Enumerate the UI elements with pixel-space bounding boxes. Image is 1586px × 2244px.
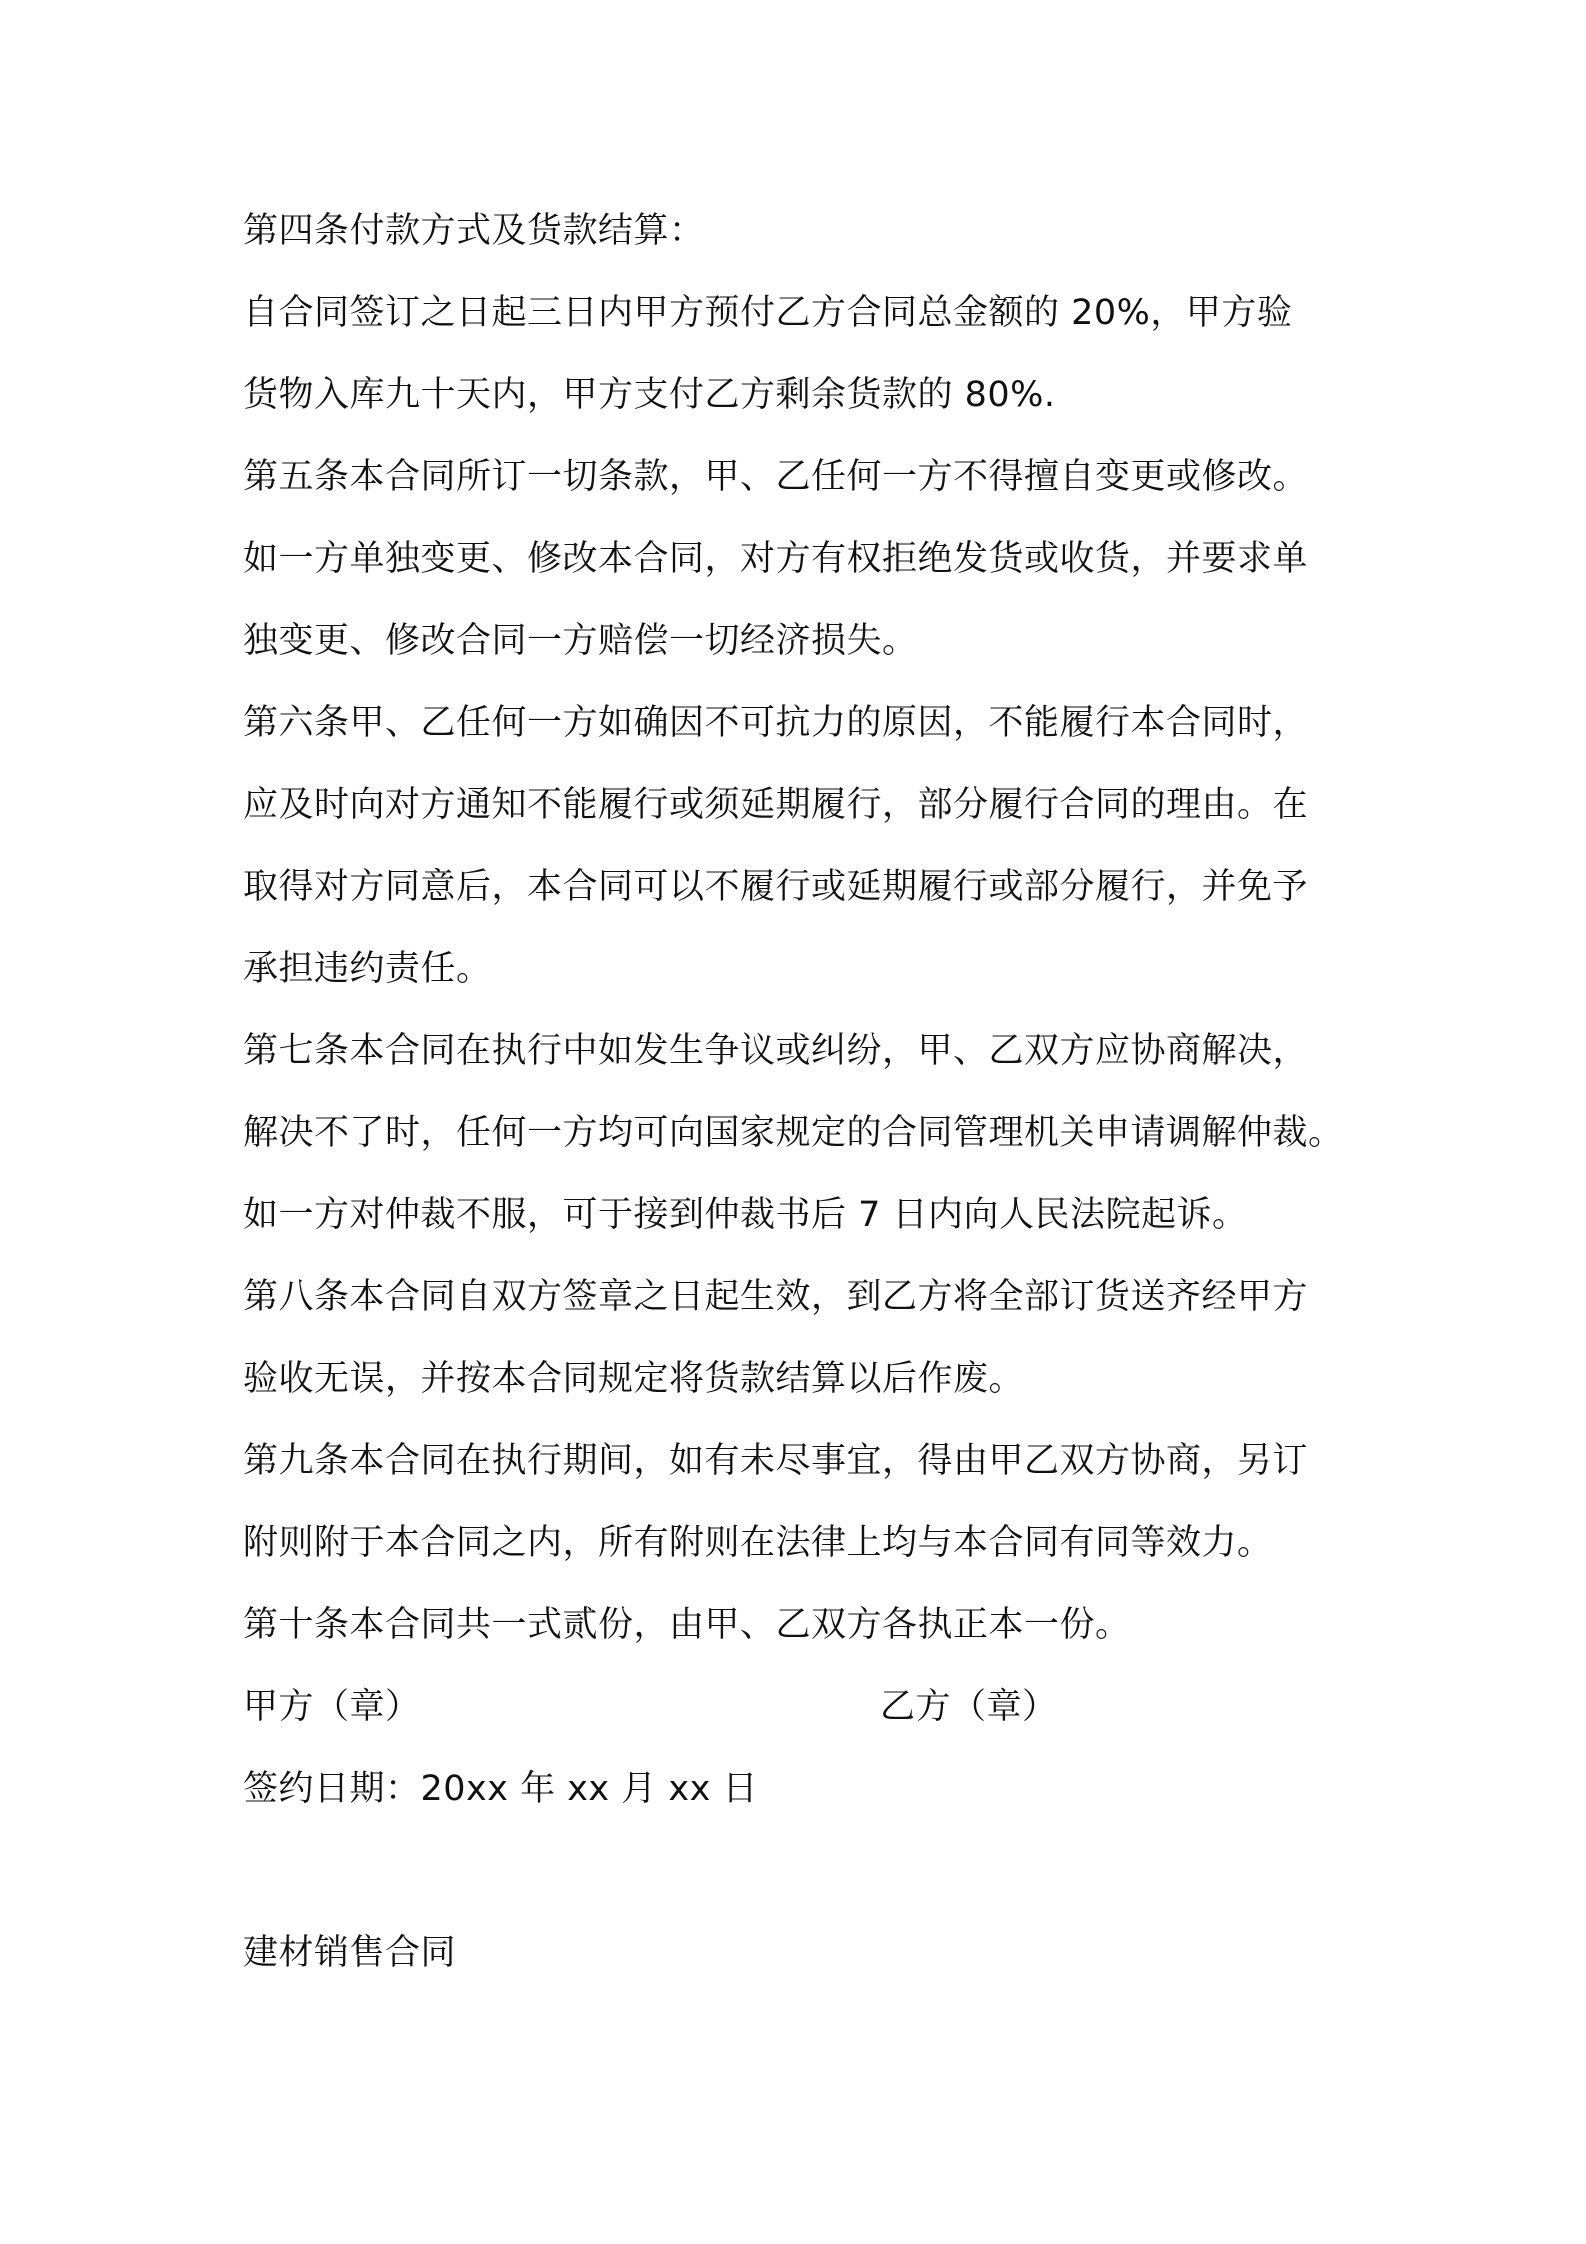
sign-date: 签约日期：20xx 年 xx 月 xx 日 — [243, 1769, 758, 1809]
clause-7-line-2: 解决不了时，任何一方均可向国家规定的合同管理机关申请调解仲裁。 — [243, 1113, 1344, 1153]
clause-6-line-4: 承担违约责任。 — [243, 949, 492, 989]
clause-7-line-1: 第七条本合同在执行中如发生争议或纠纷，甲、乙双方应协商解决， — [243, 1031, 1309, 1071]
next-document-title: 建材销售合同 — [243, 1933, 457, 1973]
clause-10-line: 第十条本合同共一式贰份，由甲、乙双方各执正本一份。 — [243, 1605, 1131, 1645]
clause-6-line-3: 取得对方同意后，本合同可以不履行或延期履行或部分履行，并免予 — [243, 867, 1309, 907]
clause-7-line-3: 如一方对仲裁不服，可于接到仲裁书后 7 日内向人民法院起诉。 — [243, 1195, 1248, 1235]
clause-6-line-1: 第六条甲、乙任何一方如确因不可抗力的原因，不能履行本合同时， — [243, 703, 1309, 743]
party-b-seal: 乙方（章） — [880, 1687, 1058, 1727]
clause-5-line-3: 独变更、修改合同一方赔偿一切经济损失。 — [243, 621, 918, 661]
clause-4-text-line-1: 自合同签订之日起三日内甲方预付乙方合同总金额的 20%，甲方验 — [243, 293, 1293, 333]
clause-8-line-2: 验收无误，并按本合同规定将货款结算以后作废。 — [243, 1359, 1025, 1399]
clause-8-line-1: 第八条本合同自双方签章之日起生效，到乙方将全部订货送齐经甲方 — [243, 1277, 1309, 1317]
clause-5-line-1: 第五条本合同所订一切条款，甲、乙任何一方不得擅自变更或修改。 — [243, 457, 1309, 497]
clause-6-line-2: 应及时向对方通知不能履行或须延期履行，部分履行合同的理由。在 — [243, 785, 1309, 825]
clause-5-line-2: 如一方单独变更、修改本合同，对方有权拒绝发货或收货，并要求单 — [243, 539, 1309, 579]
clause-9-line-2: 附则附于本合同之内，所有附则在法律上均与本合同有同等效力。 — [243, 1523, 1273, 1563]
clause-4-text-line-2: 货物入库九十天内，甲方支付乙方剩余货款的 80%. — [243, 375, 1056, 415]
clause-4-heading: 第四条付款方式及货款结算： — [243, 211, 705, 251]
party-a-seal: 甲方（章） — [243, 1687, 421, 1727]
clause-9-line-1: 第九条本合同在执行期间，如有未尽事宜，得由甲乙双方协商，另订 — [243, 1441, 1309, 1481]
